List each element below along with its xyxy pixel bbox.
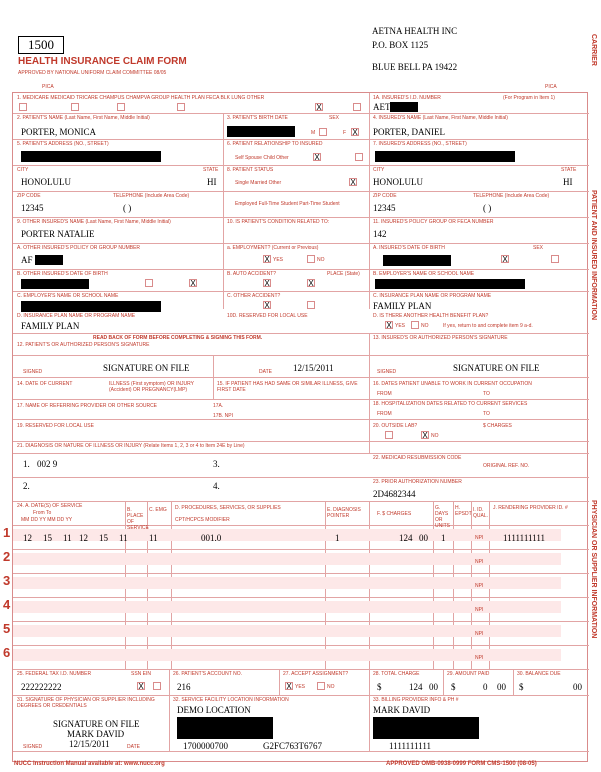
label-22: 22. MEDICAID RESUBMISSION CODE [373, 455, 462, 461]
carrier-name: AETNA HEALTH INC [372, 26, 458, 36]
service-line-charge-c[interactable]: 00 [419, 533, 428, 543]
label-11: 11. INSURED'S POLICY GROUP OR FECA NUMBER [373, 219, 494, 225]
auto-accident-yes-checkbox[interactable]: X [264, 279, 270, 288]
service-line-pointer[interactable]: 1 [335, 533, 340, 543]
label-20-charges: $ CHARGES [483, 423, 512, 429]
label-6: 6. PATIENT RELATIONSHIP TO INSURED [227, 141, 323, 147]
label-11d-note: If yes, return to and complete item 9 a-d. [443, 323, 533, 329]
sex-f-label: F [343, 130, 347, 136]
label-10c: C. OTHER ACCIDENT? [227, 293, 281, 299]
another-plan-yes-checkbox[interactable]: X [386, 321, 392, 330]
patient-sex-f-checkbox[interactable]: X [352, 128, 358, 137]
label-16-from: FROM [377, 391, 392, 397]
label-28: 28. TOTAL CHARGE [373, 671, 420, 677]
diagnosis-1[interactable]: 002 9 [37, 459, 58, 469]
service-line-number: 1 [3, 525, 11, 540]
pica-left: PICA [42, 84, 54, 90]
label-1: 1. MEDICARE MEDICAID TRICARE CHAMPUS CHAMPVA GROUP HEALTH PLAN FECA BLK LUNG OTHER [17, 95, 265, 101]
label-3-sex: SEX [329, 115, 340, 121]
date-label-31: DATE [127, 744, 140, 750]
label-16-to: TO [483, 391, 490, 397]
accept-no-checkbox[interactable] [317, 682, 325, 690]
label-32: 32. SERVICE FACILITY LOCATION INFORMATION [173, 697, 289, 703]
service-line-number: 2 [3, 549, 11, 564]
label-1a-note: (For Program in Item 1) [503, 95, 555, 101]
tricare-checkbox[interactable] [117, 103, 125, 111]
signed-label-12: SIGNED [23, 369, 43, 375]
diagnosis-2-number: 2. [23, 481, 30, 491]
other-accident-no-checkbox[interactable] [307, 301, 315, 309]
label-33: 33. BILLING PROVIDER INFO & PH # [373, 697, 459, 703]
label-29: 29. AMOUNT PAID [447, 671, 490, 677]
date-label-12: DATE [259, 369, 272, 375]
patient-side-label: PATIENT AND INSURED INFORMATION [590, 190, 597, 321]
patient-name[interactable]: PORTER, MONICA [21, 127, 96, 137]
approved-text: APPROVED BY NATIONAL UNIFORM CLAIM COMMITTEE 08/05 [18, 70, 167, 76]
label-13: 13. INSURED'S OR AUTHORIZED PERSON'S SIGNATURE [373, 335, 508, 341]
service-line-to-yy[interactable]: 11 [119, 533, 128, 543]
label-12: 12. PATIENT'S OR AUTHORIZED PERSON'S SIGNATURE [17, 342, 150, 348]
label-3: 3. PATIENT'S BIRTH DATE [227, 115, 288, 121]
insured-name[interactable]: PORTER, DANIEL [373, 127, 445, 137]
feca-checkbox[interactable] [353, 103, 361, 111]
another-plan-no-label: NO [421, 323, 429, 329]
label-18-to: TO [483, 411, 490, 417]
amount-paid-cents[interactable]: 00 [497, 682, 506, 692]
employment-yes-checkbox[interactable]: X [264, 255, 270, 264]
label-25: 25. FEDERAL TAX I.D. NUMBER [17, 671, 92, 677]
service-line-number: 5 [3, 621, 11, 636]
label-11d: D. IS THERE ANOTHER HEALTH BENEFIT PLAN? [373, 313, 489, 319]
pica-right: PICA [545, 84, 557, 90]
employment-no-checkbox[interactable] [307, 255, 315, 263]
outside-lab-no-checkbox[interactable]: X [422, 431, 428, 440]
label-10d: 10D. RESERVED FOR LOCAL USE [227, 313, 308, 319]
label-24j: J. RENDERING PROVIDER ID. # [493, 505, 568, 511]
label-24e: E. DIAGNOSIS POINTER [327, 507, 361, 519]
service-line-number: 3 [3, 573, 11, 588]
label-9d: D. INSURANCE PLAN NAME OR PROGRAM NAME [17, 313, 136, 319]
patient-account[interactable]: 216 [177, 682, 191, 692]
balance-due-cents[interactable]: 00 [573, 682, 582, 692]
service-line-from-mm[interactable]: 12 [23, 533, 32, 543]
label-27: 27. ACCEPT ASSIGNMENT? [283, 671, 349, 677]
label-9a: A. OTHER INSURED'S POLICY OR GROUP NUMBER [17, 245, 141, 251]
label-10b-place: PLACE (State) [327, 271, 360, 277]
service-line-to-dd[interactable]: 15 [99, 533, 108, 543]
service-line-to-mm[interactable]: 12 [79, 533, 88, 543]
service-line-units[interactable]: 1 [441, 533, 446, 543]
zip-label: ZIP CODE [17, 193, 41, 199]
label-24c: C. EMG [149, 507, 167, 513]
accept-yes-label: YES [295, 684, 306, 690]
label-10b: B. AUTO ACCIDENT? [227, 271, 277, 277]
label-24d2: CPT/HCPCS MODIFIER [175, 517, 230, 523]
label-26: 26. PATIENT'S ACCOUNT NO. [173, 671, 243, 677]
amount-paid-dollars[interactable]: 0 [483, 682, 488, 692]
insured-city[interactable]: HONOLULU [373, 177, 423, 187]
npi-label: NPI [475, 583, 484, 589]
patient-state[interactable]: HI [207, 177, 217, 187]
insured-city-label: CITY [373, 167, 385, 173]
group-plan-checkbox[interactable]: X [316, 103, 322, 112]
medicaid-checkbox[interactable] [71, 103, 79, 111]
label-24-from-to: From To [33, 510, 52, 516]
label-31: 31. SIGNATURE OF PHYSICIAN OR SUPPLIER INCLUDING DEGREES OR CREDENTIALS [17, 697, 155, 709]
claim-form [3, 92, 588, 762]
service-line-number: 6 [3, 645, 11, 660]
insured-employer[interactable]: FAMILY PLAN [373, 301, 432, 311]
accept-yes-checkbox[interactable]: X [286, 682, 292, 691]
physician-name[interactable]: MARK DAVID [67, 729, 125, 739]
another-plan-yes-label: YES [395, 323, 406, 329]
label-22-orig: ORIGINAL REF. NO. [483, 463, 530, 469]
diagnosis-4-number: 4. [213, 481, 220, 491]
insured-sex-f-checkbox[interactable] [551, 255, 559, 263]
city-label: CITY [17, 167, 29, 173]
label-11a: A. INSURED'S DATE OF BIRTH [373, 245, 445, 251]
insured-sex-m-checkbox[interactable]: X [502, 255, 508, 264]
prior-authorization[interactable]: 2D4682344 [373, 489, 416, 499]
label-11b: B. EMPLOYER'S NAME OR SCHOOL NAME [373, 271, 475, 277]
label-14: 14. DATE OF CURRENT [17, 381, 73, 387]
npi-label: NPI [475, 559, 484, 565]
federal-tax-id[interactable]: 222222222 [21, 682, 62, 692]
insured-id[interactable]: AET [373, 102, 391, 112]
other-policy[interactable]: AF [21, 255, 33, 265]
label-24a: 24. A. DATE(S) OF SERVICE [17, 503, 83, 509]
physician-signature-date[interactable]: 12/15/2011 [69, 739, 110, 749]
footer-manual: NUCC Instruction Manual available at: www.nucc.org [14, 761, 165, 767]
label-24g: G. DAYS OR UNITS [435, 505, 450, 529]
diagnosis-3-number: 3. [213, 459, 220, 469]
physician-signature[interactable]: SIGNATURE ON FILE [53, 719, 140, 729]
redacted-facility-address [177, 717, 273, 739]
label-8-options: Single Married Other [235, 180, 282, 186]
service-line-cpt[interactable]: 001.0 [201, 533, 222, 543]
label-23: 23. PRIOR AUTHORIZATION NUMBER [373, 479, 462, 485]
label-11c: C. INSURANCE PLAN NAME OR PROGRAM NAME [373, 293, 492, 299]
label-17: 17. NAME OF REFERRING PROVIDER OR OTHER SOURCE [17, 403, 158, 409]
service-line-from-dd[interactable]: 15 [43, 533, 52, 543]
other-sex-m-checkbox[interactable] [145, 279, 153, 287]
balance-dollar-sign: $ [519, 682, 524, 692]
label-1a: 1A. INSURED'S I.D. NUMBER [373, 95, 441, 101]
npi-label: NPI [475, 535, 484, 541]
label-24i: I. ID. QUAL. [473, 507, 489, 519]
other-insured-name[interactable]: PORTER NATALIE [21, 229, 95, 239]
redacted-employer [375, 279, 525, 289]
redacted-insured-dob [383, 255, 451, 266]
signed-label-31: SIGNED [23, 744, 43, 750]
label-24f: F. $ CHARGES [377, 511, 412, 517]
accept-no-label: NO [327, 684, 335, 690]
label-2: 2. PATIENT'S NAME (Last Name, First Name, Middle Initial) [17, 115, 150, 121]
employment-no-label: NO [317, 257, 325, 263]
form-number: 1500 [18, 36, 64, 54]
label-9: 9. OTHER INSURED'S NAME (Last Name, First Name, Middle Initial) [17, 219, 171, 225]
service-line-pos[interactable]: 11 [149, 533, 158, 543]
label-9c: C. EMPLOYER'S NAME OR SCHOOL NAME [17, 293, 119, 299]
other-plan-name[interactable]: FAMILY PLAN [21, 321, 80, 331]
carrier-side-label: CARRIER [590, 34, 597, 66]
label-11a-sex: SEX [533, 245, 544, 251]
service-line-from-yy[interactable]: 11 [63, 533, 72, 543]
another-plan-no-checkbox[interactable] [411, 321, 419, 329]
npi-label: NPI [475, 607, 484, 613]
label-15: 15. IF PATIENT HAS HAD SAME OR SIMILAR ILLNESS, GIVE FIRST DATE [217, 381, 358, 393]
footer-omb: APPROVED OMB-0938-0999 FORM CMS-1500 (08-05) [386, 761, 537, 767]
amount-paid-dollar-sign: $ [451, 682, 456, 692]
patient-zip[interactable]: 12345 [21, 203, 44, 213]
insured-group-number[interactable]: 142 [373, 229, 387, 239]
label-8: 8. PATIENT STATUS [227, 167, 274, 173]
npi-label: NPI [475, 655, 484, 661]
billing-npi[interactable]: 1111111111 [389, 741, 431, 751]
relationship-other-checkbox[interactable] [355, 153, 363, 161]
physician-side-label: PHYSICIAN OR SUPPLIER INFORMATION [590, 500, 597, 639]
facility-name[interactable]: DEMO LOCATION [177, 705, 251, 715]
state-label: STATE [203, 167, 219, 173]
form-title: HEALTH INSURANCE CLAIM FORM [18, 56, 187, 67]
insured-zip-label: ZIP CODE [373, 193, 397, 199]
patient-city[interactable]: HONOLULU [21, 177, 71, 187]
employment-yes-label: YES [273, 257, 284, 263]
label-20: 20. OUTSIDE LAB? [373, 423, 418, 429]
label-7: 7. INSURED'S ADDRESS (NO., STREET) [373, 141, 467, 147]
relationship-child-checkbox[interactable]: X [314, 153, 320, 162]
label-19: 19. RESERVED FOR LOCAL USE [17, 423, 94, 429]
medicare-checkbox[interactable] [19, 103, 27, 111]
label-10: 10. IS PATIENT'S CONDITION RELATED TO: [227, 219, 330, 225]
insured-zip[interactable]: 12345 [373, 203, 396, 213]
patient-signature-date[interactable]: 12/15/2011 [293, 363, 334, 373]
redacted-insured-address [375, 151, 515, 162]
service-line-charge-d[interactable]: 124 [399, 533, 413, 543]
patient-sex-m-checkbox[interactable] [319, 128, 327, 136]
label-24b: B. PLACE OF SERVICE [127, 507, 149, 531]
status-other-checkbox[interactable]: X [350, 178, 356, 187]
insured-state-label: STATE [561, 167, 577, 173]
label-8-options-2: Employed Full-Time Student Part-Time Student [235, 201, 340, 207]
label-5: 5. PATIENT'S ADDRESS (NO., STREET) [17, 141, 109, 147]
signed-label-13: SIGNED [377, 369, 397, 375]
label-10a: a. EMPLOYMENT? (Current or Previous) [227, 245, 319, 251]
ssn-checkbox[interactable] [153, 682, 161, 690]
redacted-patient-address [21, 151, 161, 162]
patient-tel[interactable]: ( ) [123, 203, 132, 213]
outside-lab-no-label: NO [431, 433, 439, 439]
carrier-city: BLUE BELL PA 19422 [372, 62, 458, 72]
label-18: 18. HOSPITALIZATION DATES RELATED TO CURRENT SERVICES [373, 401, 528, 407]
label-9b: B. OTHER INSURED'S DATE OF BIRTH [17, 271, 108, 277]
insured-signature[interactable]: SIGNATURE ON FILE [453, 363, 540, 373]
insured-state[interactable]: HI [563, 177, 573, 187]
label-18-from: FROM [377, 411, 392, 417]
label-21: 21. DIAGNOSIS OR NATURE OF ILLNESS OR INJURY (Relate Items 1, 2, 3 or 4 to Item 24E by Line) [17, 443, 245, 449]
ein-checkbox[interactable]: X [138, 682, 144, 691]
redacted-other-employer [21, 301, 161, 312]
label-30: 30. BALANCE DUE [517, 671, 561, 677]
service-line-number: 4 [3, 597, 11, 612]
insured-tel[interactable]: ( ) [483, 203, 492, 213]
billing-provider-name[interactable]: MARK DAVID [373, 705, 431, 715]
label-24h: H. EPSDT [455, 505, 472, 517]
tel-label: TELEPHONE (Include Area Code) [113, 193, 190, 199]
auto-accident-no-checkbox[interactable]: X [308, 279, 314, 288]
label-6-options: Self Spouse Child Other [235, 155, 289, 161]
diagnosis-1-number: 1. [23, 459, 30, 469]
redacted-insured-id [390, 102, 418, 112]
insured-tel-label: TELEPHONE (Include Area Code) [473, 193, 550, 199]
total-charge-dollar-sign: $ [377, 682, 382, 692]
redacted-other-dob [21, 279, 89, 289]
label-24d: D. PROCEDURES, SERVICES, OR SUPPLIES [175, 505, 281, 511]
champva-checkbox[interactable] [177, 103, 185, 111]
other-accident-yes-checkbox[interactable]: X [264, 301, 270, 310]
label-16: 16. DATES PATIENT UNABLE TO WORK IN CURRENT OCCUPATION [373, 381, 532, 387]
label-14b: ILLNESS (First symptom) OR INJURY (Accident) OR PREGNANCY(LMP) [109, 381, 194, 393]
total-charge-dollars[interactable]: 124 [409, 682, 423, 692]
other-sex-f-checkbox[interactable]: X [190, 279, 196, 288]
label-4: 4. INSURED'S NAME (Last Name, First Name, Middle Initial) [373, 115, 508, 121]
redacted-billing-address [373, 717, 479, 739]
outside-lab-yes-checkbox[interactable] [385, 431, 393, 439]
read-back-notice: READ BACK OF FORM BEFORE COMPLETING & SIGNING THIS FORM. [93, 335, 263, 341]
total-charge-cents[interactable]: 00 [429, 682, 438, 692]
sex-m-label: M [311, 130, 316, 136]
label-25-ssn: SSN EIN [131, 671, 152, 677]
service-line-provider[interactable]: 1111111111 [503, 533, 545, 543]
npi-label: NPI [475, 631, 484, 637]
facility-npi[interactable]: 1700000700 [183, 741, 228, 751]
facility-other-id[interactable]: G2FC763T6767 [263, 741, 323, 751]
label-17b: 17B. NPI [213, 413, 234, 419]
carrier-box: P.O. BOX 1125 [372, 40, 429, 50]
redacted-birthdate [227, 126, 295, 137]
label-24-mmddyy: MM DD YY MM DD YY [21, 517, 73, 523]
label-17a: 17A. [213, 403, 224, 409]
patient-signature[interactable]: SIGNATURE ON FILE [103, 363, 190, 373]
redacted-other-policy [35, 255, 63, 265]
